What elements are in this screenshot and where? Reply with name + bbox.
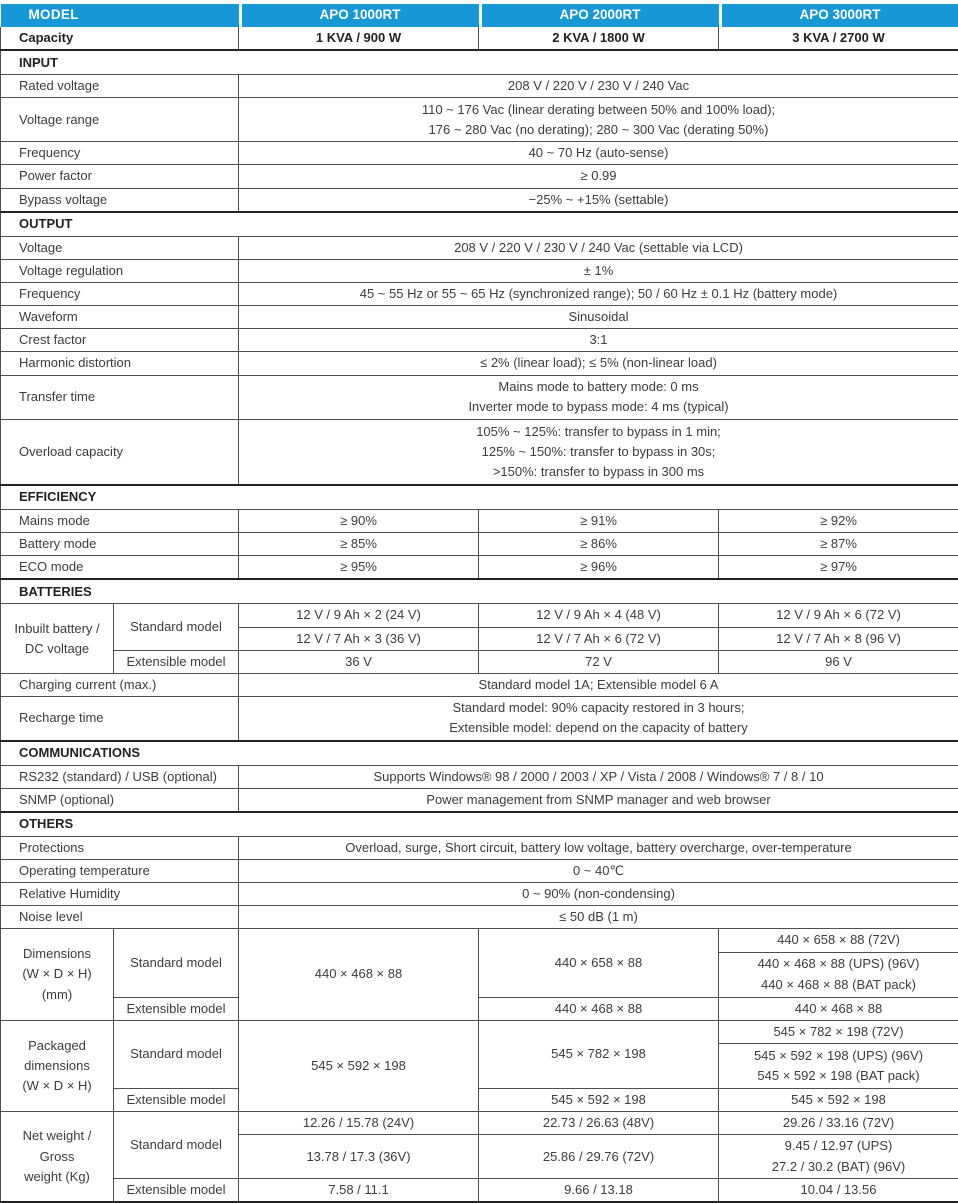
packaged-dimensions-apo3000-extensible: 545 × 592 × 198 — [719, 1088, 958, 1111]
output-voltage-label: Voltage — [1, 236, 239, 259]
battery-extensible-row — [1, 650, 958, 673]
output-voltage-row — [1, 236, 958, 259]
recharge-time-value — [239, 697, 958, 741]
packaged-dimensions-label-line1: Packaged — [5, 1036, 109, 1056]
dimensions-label-line2: (W × D × H) — [5, 964, 109, 984]
dimensions-extensible-model-label: Extensible model — [114, 997, 239, 1020]
snmp-row — [1, 788, 958, 812]
rs232-label: RS232 (standard) / USB (optional) — [1, 765, 239, 788]
battery-standard-model-label: Standard model — [114, 604, 239, 650]
packaged-dimensions-standard-model-label: Standard model — [114, 1020, 239, 1088]
overload-capacity-row — [1, 419, 958, 485]
operating-temperature-row — [1, 859, 958, 882]
eco-mode-apo2000: ≥ 96% — [479, 556, 719, 580]
model-header-label: MODEL — [1, 4, 239, 27]
model-header-cell — [1, 4, 239, 27]
waveform-value: Sinusoidal — [239, 306, 958, 329]
weight-std1-apo3000: 29.26 / 33.16 (72V) — [719, 1111, 958, 1134]
weight-label — [1, 1111, 114, 1202]
recharge-time-line1: Standard model: 90% capacity restored in 3 hours; — [243, 698, 954, 718]
weight-std2-apo3000-line1: 9.45 / 12.97 (UPS) — [723, 1136, 954, 1156]
others-section-title: OTHERS — [1, 812, 958, 837]
overload-capacity-line2: 125% ~ 150%: transfer to bypass in 30s; — [243, 442, 954, 462]
voltage-range-value — [239, 98, 958, 142]
rated-voltage-value: 208 V / 220 V / 230 V / 240 Vac — [239, 75, 958, 98]
recharge-time-line2: Extensible model: depend on the capacity of battery — [243, 718, 954, 738]
relative-humidity-value: 0 ~ 90% (non-condensing) — [239, 883, 958, 906]
operating-temperature-value: 0 ~ 40℃ — [239, 859, 958, 882]
battery-ext-apo2000: 72 V — [479, 650, 719, 673]
dimensions-label-line1: Dimensions — [5, 944, 109, 964]
voltage-range-label: Voltage range — [1, 98, 239, 142]
noise-level-value: ≤ 50 dB (1 m) — [239, 906, 958, 929]
battery-mode-label: Battery mode — [1, 533, 239, 556]
noise-level-label: Noise level — [1, 906, 239, 929]
capacity-apo2000: 2 KVA / 1800 W — [479, 27, 719, 50]
battery-std2-apo1000: 12 V / 7 Ah × 3 (36 V) — [239, 627, 479, 650]
model-apo3000-label: APO 3000RT — [722, 4, 958, 27]
eco-mode-apo3000: ≥ 97% — [719, 556, 958, 580]
overload-capacity-line3: >150%: transfer to bypass in 300 ms — [243, 462, 954, 482]
dimensions-apo1000: 440 × 468 × 88 — [239, 929, 479, 1020]
power-factor-value: ≥ 0.99 — [239, 165, 958, 188]
model-apo1000-cell — [239, 4, 479, 27]
capacity-row — [1, 27, 958, 50]
crest-factor-label: Crest factor — [1, 329, 239, 352]
crest-factor-value: 3:1 — [239, 329, 958, 352]
weight-ext-apo3000: 10.04 / 13.56 — [719, 1179, 958, 1203]
weight-label-line1: Net weight / — [5, 1126, 109, 1146]
waveform-label: Waveform — [1, 306, 239, 329]
output-frequency-label: Frequency — [1, 282, 239, 305]
voltage-regulation-row — [1, 259, 958, 282]
weight-label-line2: Gross — [5, 1147, 109, 1167]
packaged-dimensions-extensible-model-label: Extensible model — [114, 1088, 239, 1111]
voltage-regulation-value: ± 1% — [239, 259, 958, 282]
weight-label-line3: weight (Kg) — [5, 1167, 109, 1187]
waveform-row — [1, 306, 958, 329]
charging-current-value: Standard model 1A; Extensible model 6 A — [239, 673, 958, 696]
battery-mode-apo3000: ≥ 87% — [719, 533, 958, 556]
overload-capacity-value — [239, 419, 958, 485]
snmp-label: SNMP (optional) — [1, 788, 239, 812]
dimensions-apo2000-extensible: 440 × 468 × 88 — [479, 997, 719, 1020]
weight-standard-model-label: Standard model — [114, 1111, 239, 1178]
overload-capacity-label: Overload capacity — [1, 419, 239, 485]
eco-mode-label: ECO mode — [1, 556, 239, 580]
weight-row-standard1 — [1, 1111, 958, 1134]
battery-mode-row — [1, 533, 958, 556]
packaged-dimensions-apo2000-standard: 545 × 782 × 198 — [479, 1020, 719, 1088]
input-frequency-value: 40 ~ 70 Hz (auto-sense) — [239, 142, 958, 165]
batteries-section-title: BATTERIES — [1, 579, 958, 604]
battery-std2-apo2000: 12 V / 7 Ah × 6 (72 V) — [479, 627, 719, 650]
dimensions-apo3000-72v: 440 × 658 × 88 (72V) — [719, 929, 958, 952]
dimensions-row-standard1 — [1, 929, 958, 952]
rated-voltage-label: Rated voltage — [1, 75, 239, 98]
harmonic-distortion-value: ≤ 2% (linear load); ≤ 5% (non-linear load) — [239, 352, 958, 375]
battery-ext-apo1000: 36 V — [239, 650, 479, 673]
dimensions-standard-model-label: Standard model — [114, 929, 239, 997]
harmonic-distortion-row — [1, 352, 958, 375]
relative-humidity-row — [1, 883, 958, 906]
battery-ext-apo3000: 96 V — [719, 650, 958, 673]
input-section-row — [1, 50, 958, 75]
batteries-section-row — [1, 579, 958, 604]
model-header-row — [1, 4, 958, 27]
dimensions-apo3000-ups-bat — [719, 952, 958, 997]
transfer-time-value — [239, 375, 958, 419]
crest-factor-row — [1, 329, 958, 352]
voltage-range-line2: 176 ~ 280 Vac (no derating); 280 ~ 300 Vac (derating 50%) — [243, 120, 954, 140]
battery-mode-apo2000: ≥ 86% — [479, 533, 719, 556]
spec-sheet — [0, 4, 958, 1203]
packaged-dimensions-label-line2: dimensions — [5, 1056, 109, 1076]
recharge-time-row — [1, 697, 958, 741]
input-frequency-label: Frequency — [1, 142, 239, 165]
dimensions-row-extensible — [1, 997, 958, 1020]
battery-std1-apo3000: 12 V / 9 Ah × 6 (72 V) — [719, 604, 958, 627]
inbuilt-battery-line2: DC voltage — [5, 639, 109, 659]
power-factor-row — [1, 165, 958, 188]
transfer-time-label: Transfer time — [1, 375, 239, 419]
mains-mode-apo3000: ≥ 92% — [719, 510, 958, 533]
packaged-dimensions-apo1000: 545 × 592 × 198 — [239, 1020, 479, 1111]
model-apo1000-label: APO 1000RT — [242, 4, 479, 27]
weight-std1-apo2000: 22.73 / 26.63 (48V) — [479, 1111, 719, 1134]
bypass-voltage-label: Bypass voltage — [1, 188, 239, 212]
transfer-time-row — [1, 375, 958, 419]
communications-section-row — [1, 741, 958, 766]
bypass-voltage-value: −25% ~ +15% (settable) — [239, 188, 958, 212]
dimensions-apo3000-ups-96v: 440 × 468 × 88 (UPS) (96V) — [723, 954, 954, 974]
weight-extensible-model-label: Extensible model — [114, 1179, 239, 1203]
output-section-title: OUTPUT — [1, 212, 958, 237]
capacity-apo1000: 1 KVA / 900 W — [239, 27, 479, 50]
mains-mode-label: Mains mode — [1, 510, 239, 533]
model-apo3000-cell — [719, 4, 958, 27]
eco-mode-row — [1, 556, 958, 580]
weight-std2-apo3000 — [719, 1135, 958, 1179]
snmp-value: Power management from SNMP manager and web browser — [239, 788, 958, 812]
weight-std2-apo1000: 13.78 / 17.3 (36V) — [239, 1135, 479, 1179]
packaged-dimensions-apo3000-72v: 545 × 782 × 198 (72V) — [719, 1020, 958, 1043]
operating-temperature-label: Operating temperature — [1, 859, 239, 882]
harmonic-distortion-label: Harmonic distortion — [1, 352, 239, 375]
efficiency-section-row — [1, 485, 958, 510]
weight-ext-apo1000: 7.58 / 11.1 — [239, 1179, 479, 1203]
transfer-time-line1: Mains mode to battery mode: 0 ms — [243, 377, 954, 397]
dimensions-label-line3: (mm) — [5, 985, 109, 1005]
protections-value: Overload, surge, Short circuit, battery low voltage, battery overcharge, over-temperature — [239, 836, 958, 859]
packaged-dimensions-apo2000-extensible: 545 × 592 × 198 — [479, 1088, 719, 1111]
mains-mode-apo2000: ≥ 91% — [479, 510, 719, 533]
charging-current-label: Charging current (max.) — [1, 673, 239, 696]
bypass-voltage-row — [1, 188, 958, 212]
voltage-range-line1: 110 ~ 176 Vac (linear derating between 50% and 100% load); — [243, 100, 954, 120]
output-voltage-value: 208 V / 220 V / 230 V / 240 Vac (settable via LCD) — [239, 236, 958, 259]
weight-row-extensible — [1, 1179, 958, 1203]
battery-std1-apo2000: 12 V / 9 Ah × 4 (48 V) — [479, 604, 719, 627]
capacity-label: Capacity — [1, 27, 239, 50]
output-frequency-row — [1, 282, 958, 305]
packaged-dimensions-apo3000-bat-pack: 545 × 592 × 198 (BAT pack) — [723, 1066, 954, 1086]
rs232-row — [1, 765, 958, 788]
packaged-dimensions-apo3000-ups-96v: 545 × 592 × 198 (UPS) (96V) — [723, 1046, 954, 1066]
battery-standard-row1 — [1, 604, 958, 627]
input-section-title: INPUT — [1, 50, 958, 75]
inbuilt-battery-label — [1, 604, 114, 673]
dimensions-label — [1, 929, 114, 1020]
capacity-apo3000: 3 KVA / 2700 W — [719, 27, 958, 50]
packaged-dimensions-row-extensible — [1, 1088, 958, 1111]
inbuilt-battery-line1: Inbuilt battery / — [5, 619, 109, 639]
dimensions-apo3000-bat-pack: 440 × 468 × 88 (BAT pack) — [723, 975, 954, 995]
output-frequency-value: 45 ~ 55 Hz or 55 ~ 65 Hz (synchronized range); 50 / 60 Hz ± 0.1 Hz (battery mode) — [239, 282, 958, 305]
rs232-value: Supports Windows® 98 / 2000 / 2003 / XP / Vista / 2008 / Windows® 7 / 8 / 10 — [239, 765, 958, 788]
packaged-dimensions-row-standard1 — [1, 1020, 958, 1043]
dimensions-apo2000-standard: 440 × 658 × 88 — [479, 929, 719, 997]
battery-std1-apo1000: 12 V / 9 Ah × 2 (24 V) — [239, 604, 479, 627]
packaged-dimensions-label-line3: (W × D × H) — [5, 1076, 109, 1096]
battery-mode-apo1000: ≥ 85% — [239, 533, 479, 556]
eco-mode-apo1000: ≥ 95% — [239, 556, 479, 580]
overload-capacity-line1: 105% ~ 125%: transfer to bypass in 1 min; — [243, 422, 954, 442]
packaged-dimensions-apo3000-ups-bat — [719, 1043, 958, 1088]
model-apo2000-label: APO 2000RT — [482, 4, 719, 27]
power-factor-label: Power factor — [1, 165, 239, 188]
mains-mode-row — [1, 510, 958, 533]
rated-voltage-row — [1, 75, 958, 98]
battery-extensible-model-label: Extensible model — [114, 650, 239, 673]
noise-level-row — [1, 906, 958, 929]
communications-section-title: COMMUNICATIONS — [1, 741, 958, 766]
model-apo2000-cell — [479, 4, 719, 27]
protections-row — [1, 836, 958, 859]
mains-mode-apo1000: ≥ 90% — [239, 510, 479, 533]
weight-std1-apo1000: 12.26 / 15.78 (24V) — [239, 1111, 479, 1134]
spec-table — [0, 4, 958, 1203]
packaged-dimensions-label — [1, 1020, 114, 1111]
voltage-range-row — [1, 98, 958, 142]
charging-current-row — [1, 673, 958, 696]
efficiency-section-title: EFFICIENCY — [1, 485, 958, 510]
weight-std2-apo2000: 25.86 / 29.76 (72V) — [479, 1135, 719, 1179]
relative-humidity-label: Relative Humidity — [1, 883, 239, 906]
dimensions-apo3000-extensible: 440 × 468 × 88 — [719, 997, 958, 1020]
recharge-time-label: Recharge time — [1, 697, 239, 741]
output-section-row — [1, 212, 958, 237]
input-frequency-row — [1, 142, 958, 165]
weight-ext-apo2000: 9.66 / 13.18 — [479, 1179, 719, 1203]
voltage-regulation-label: Voltage regulation — [1, 259, 239, 282]
weight-std2-apo3000-line2: 27.2 / 30.2 (BAT) (96V) — [723, 1157, 954, 1177]
others-section-row — [1, 812, 958, 837]
battery-std2-apo3000: 12 V / 7 Ah × 8 (96 V) — [719, 627, 958, 650]
transfer-time-line2: Inverter mode to bypass mode: 4 ms (typical) — [243, 397, 954, 417]
protections-label: Protections — [1, 836, 239, 859]
